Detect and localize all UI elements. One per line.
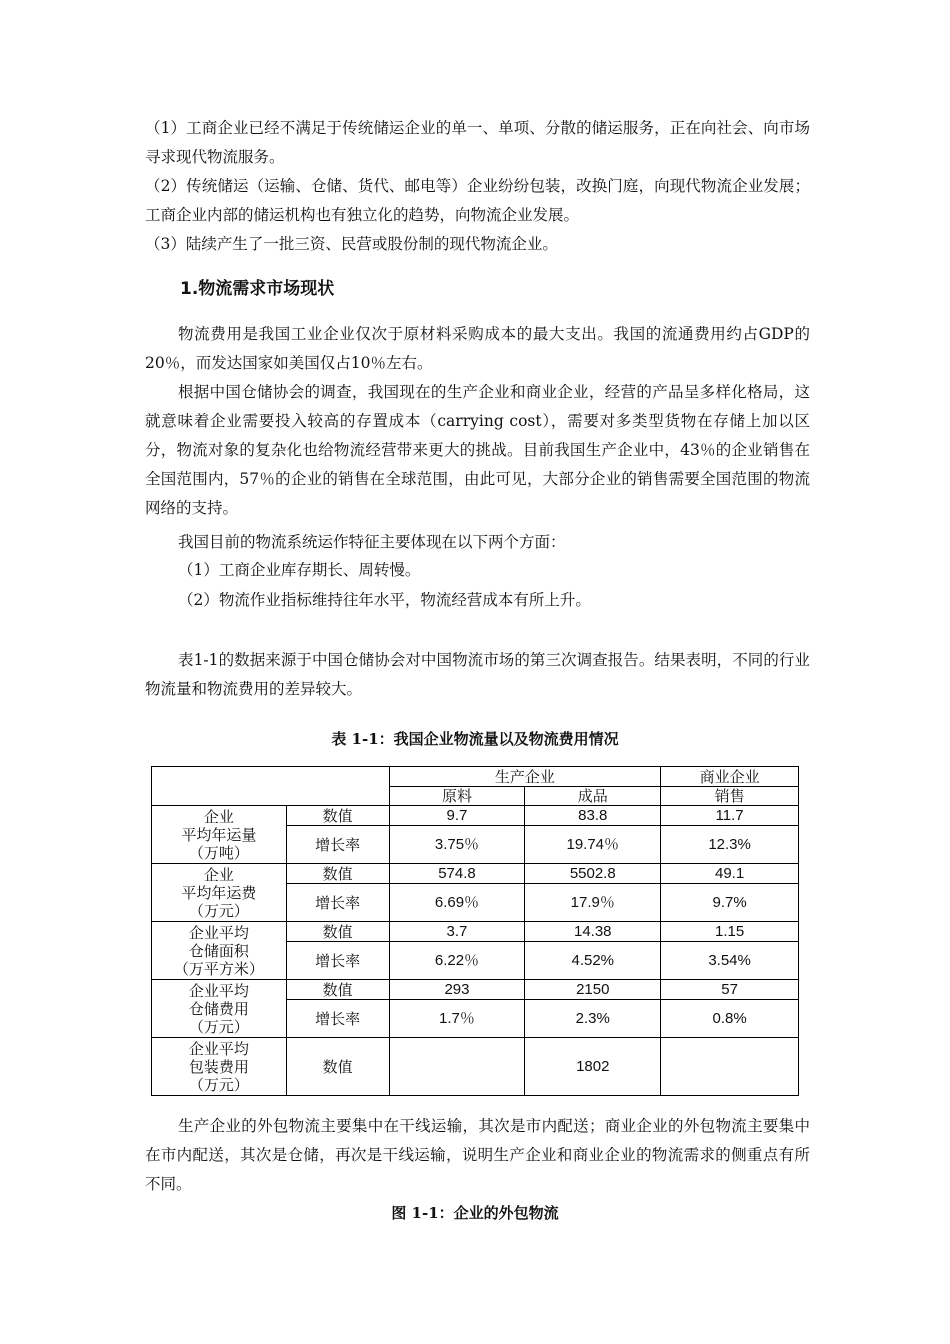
- sales-cell: 9.7%: [661, 884, 799, 922]
- table-caption: 表 1-1：我国企业物流量以及物流费用情况: [331, 730, 619, 748]
- finished-cell: 14.38: [525, 922, 661, 942]
- table-row: [152, 864, 799, 884]
- raw-cell: 574.8: [389, 864, 525, 884]
- header-finished: 成品: [525, 787, 661, 806]
- metric-cell: 增长率: [286, 826, 389, 864]
- finished-cell: 83.8: [525, 806, 661, 826]
- sales-cell: 0.8%: [661, 1000, 799, 1038]
- table-row: [152, 922, 799, 942]
- raw-cell: 6.69％: [389, 884, 525, 922]
- sales-cell: [661, 1038, 799, 1096]
- section-heading: 1.物流需求市场现状: [180, 279, 335, 299]
- table-corner-cell: [152, 767, 390, 806]
- body-paragraph-5: 生产企业的外包物流主要集中在干线运输，其次是市内配送；商业企业的外包物流主要集中在市内配送，其次是仓储，再次是干线运输，说明生产企业和商业企业的物流需求的侧重点有所不同。: [145, 1117, 810, 1193]
- body-paragraph-1: 物流费用是我国工业企业仅次于原材料采购成本的最大支出。我国的流通费用约占GDP的20％，而发达国家如美国仅占10％左右。: [145, 325, 810, 372]
- logistics-table: [151, 766, 799, 1096]
- raw-cell: 3.7: [389, 922, 525, 942]
- finished-cell: 19.74％: [525, 826, 661, 864]
- figure-caption: 图 1-1：企业的外包物流: [391, 1204, 559, 1222]
- finished-cell: 1802: [525, 1038, 661, 1096]
- table-row: [152, 980, 799, 1000]
- header-production: 生产企业: [389, 767, 661, 787]
- finished-cell: 2.3%: [525, 1000, 661, 1038]
- raw-cell: 1.7％: [389, 1000, 525, 1038]
- sales-cell: 12.3%: [661, 826, 799, 864]
- raw-cell: 6.22％: [389, 942, 525, 980]
- intro-paragraph-3: （3）陆续产生了一批三资、民营或股份制的现代物流企业。: [145, 235, 558, 253]
- raw-cell: 3.75％: [389, 826, 525, 864]
- raw-cell: [389, 1038, 525, 1096]
- intro-paragraph-2: （2）传统储运（运输、仓储、货代、邮电等）企业纷纷包装，改换门庭，向现代物流企业发展；工商企业内部的储运机构也有独立化的趋势，向物流企业发展。: [145, 177, 810, 224]
- row-label: 企业平均 仓储面积 （万平方米）: [152, 922, 287, 980]
- raw-cell: 293: [389, 980, 525, 1000]
- metric-cell: 数值: [286, 1038, 389, 1096]
- header-raw: 原料: [389, 787, 525, 806]
- sales-cell: 3.54%: [661, 942, 799, 980]
- finished-cell: 17.9％: [525, 884, 661, 922]
- row-label: 企业平均 包装费用 （万元）: [152, 1038, 287, 1096]
- table-row: [152, 806, 799, 826]
- metric-cell: 增长率: [286, 942, 389, 980]
- sales-cell: 11.7: [661, 806, 799, 826]
- row-label: 企业 平均年运量 （万吨）: [152, 806, 287, 864]
- finished-cell: 5502.8: [525, 864, 661, 884]
- header-sales: 销售: [661, 787, 799, 806]
- metric-cell: 增长率: [286, 1000, 389, 1038]
- sales-cell: 1.15: [661, 922, 799, 942]
- metric-cell: 数值: [286, 922, 389, 942]
- row-label: 企业平均 仓储费用 （万元）: [152, 980, 287, 1038]
- finished-cell: 2150: [525, 980, 661, 1000]
- metric-cell: 数值: [286, 806, 389, 826]
- sales-cell: 49.1: [661, 864, 799, 884]
- body-paragraph-3: 我国目前的物流系统运作特征主要体现在以下两个方面：: [178, 533, 566, 551]
- list-item-1: （1）工商企业库存期长、周转慢。: [178, 561, 421, 579]
- body-paragraph-2: 根据中国仓储协会的调查，我国现在的生产企业和商业企业，经营的产品呈多样化格局，这就意味着企业需要投入较高的存置成本（carrying cost），需要对多类型货物在存储上加以区分，物流对象的复杂化也给物流经营带来更大的挑战。目前我国生产企业中，43％的企业销售在全国范围内，57％的企业的销售在全球范围，由此可见，大部分企业的销售需要全国范围的物流网络的支持。: [145, 383, 810, 517]
- table-row: [152, 1038, 799, 1096]
- raw-cell: 9.7: [389, 806, 525, 826]
- body-paragraph-4: 表1-1的数据来源于中国仓储协会对中国物流市场的第三次调查报告。结果表明，不同的行业物流量和物流费用的差异较大。: [145, 651, 810, 698]
- list-item-2: （2）物流作业指标维持往年水平，物流经营成本有所上升。: [178, 591, 591, 609]
- metric-cell: 数值: [286, 980, 389, 1000]
- metric-cell: 数值: [286, 864, 389, 884]
- intro-paragraph-1: （1）工商企业已经不满足于传统储运企业的单一、单项、分散的储运服务，正在向社会、向市场寻求现代物流服务。: [145, 119, 810, 166]
- metric-cell: 增长率: [286, 884, 389, 922]
- row-label: 企业 平均年运费 （万元）: [152, 864, 287, 922]
- sales-cell: 57: [661, 980, 799, 1000]
- finished-cell: 4.52%: [525, 942, 661, 980]
- header-commerce: 商业企业: [661, 767, 799, 787]
